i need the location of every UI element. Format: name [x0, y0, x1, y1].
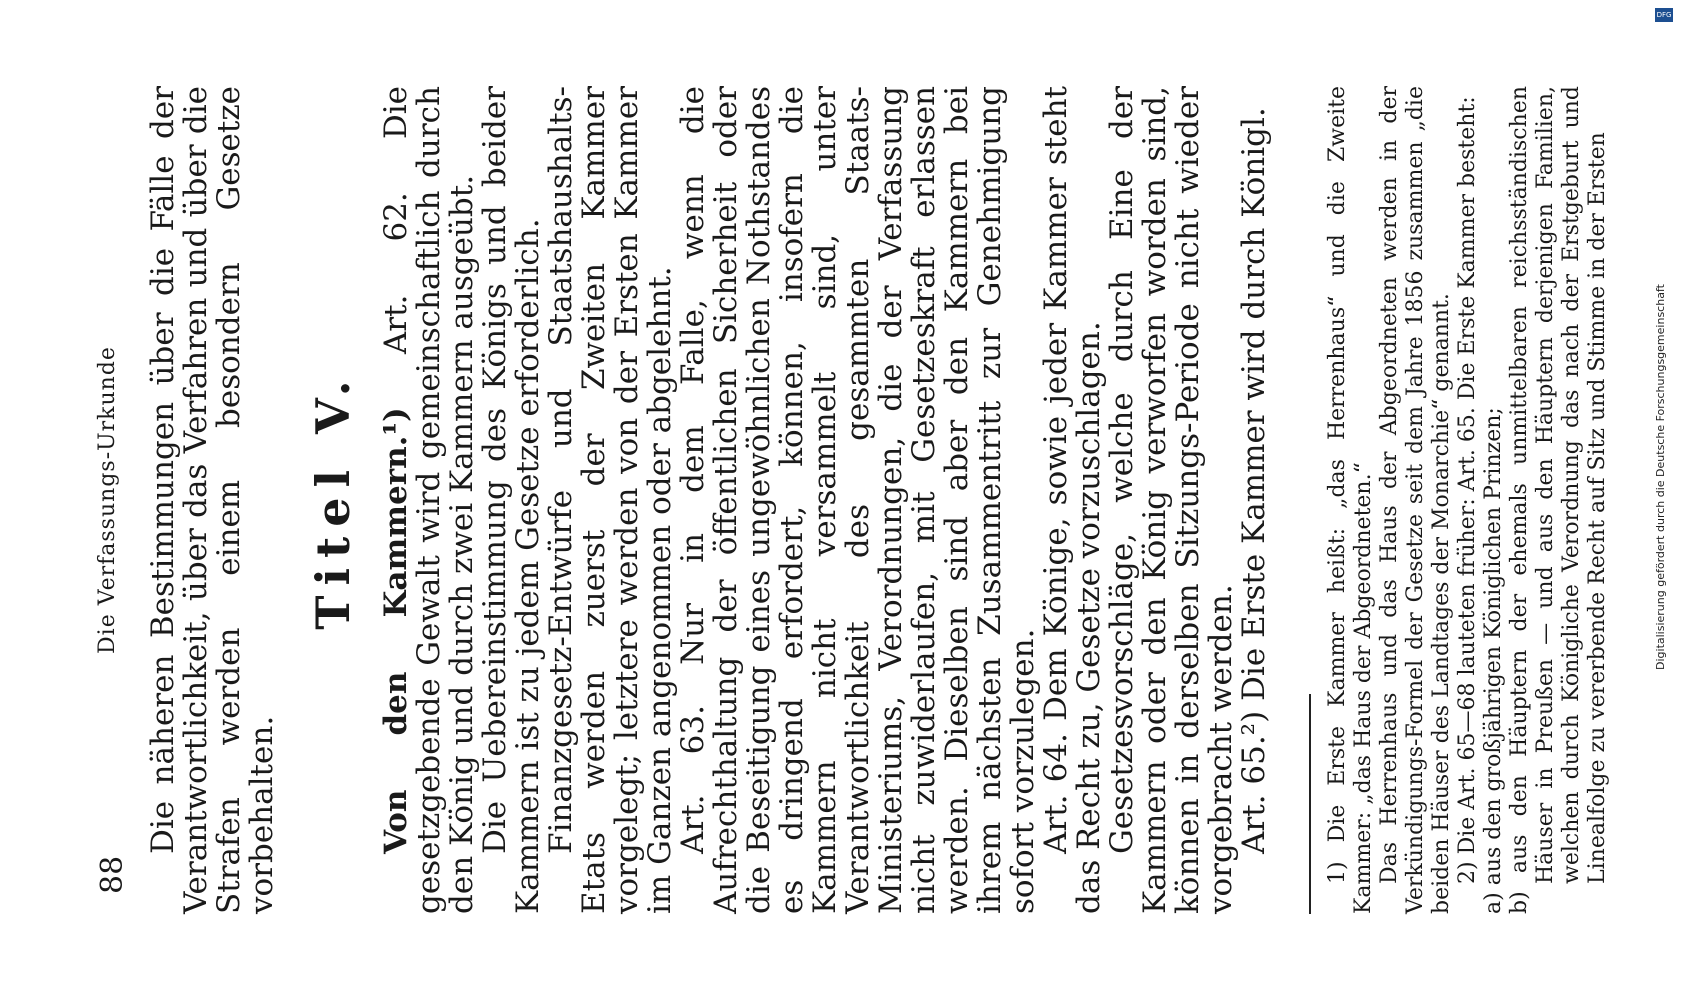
footnote-1-continued: Das Herrenhaus und das Haus der Abgeordneten werden in der Verkündigungs-Formel der Gesetze seit dem Jahre 1856 zusammen „die beiden Häuser des Landtages der Monarchie“ genannt.	[1377, 86, 1454, 914]
footnote-2-item-a: a) aus den großjährigen Königlichen Prinzen;	[1481, 407, 1506, 914]
section-heading: Von den Kammern.¹)	[378, 407, 414, 854]
article-64: Art. 64. Dem Könige, sowie jeder Kammer steht das Recht zu, Gesetze vorzuschlagen.	[1038, 86, 1107, 914]
article-62-text: Art. 62. Die gesetzgebende Gewalt wird gemeinschaftlich durch den König und durch zwei Kammern ausgeübt.	[378, 85, 480, 914]
article-62	[380, 86, 479, 914]
footnote-2-item-b: b) aus den Häuptern der ehemals unmittelbaren reichsständischen Häuser in Preußen — und aus den Häuptern derjenigen Familien, welchen durch Königliche Verordnung das nach der Erstgeburt und Linealfolge zu vererbende Recht auf Sitz und Stimme in der Ersten	[1507, 86, 1610, 914]
article-65: Art. 65.²) Die Erste Kammer wird durch Königl.	[1236, 107, 1272, 854]
article-62-paragraph-3: Finanzgesetz-Entwürfe und Staatshaushalts-Etats werden zuerst der Zweiten Kammer vorgelegt; letztere werden von der Ersten Kammer im Ganzen angenommen oder abgelehnt.	[543, 86, 678, 914]
footnote-2: 2) Die Art. 65—68 lauteten früher: Art. 65. Die Erste Kammer besteht:	[1455, 96, 1480, 884]
running-title: Die Verfassungs-Urkunde	[95, 346, 120, 654]
credit-text: Digitalisierung gefördert durch die Deutsche Forschungsgemeinschaft	[1654, 284, 1667, 670]
footnote-divider	[1309, 694, 1311, 914]
digitization-credit	[1654, 10, 1674, 670]
section-title: Titel V.	[306, 370, 360, 630]
page-number: 88	[95, 855, 130, 894]
running-head	[95, 86, 135, 914]
dfg-logo: DFG	[1655, 8, 1673, 22]
article-63: Art. 63. Nur in dem Falle, wenn die Aufrechthaltung der öffentlichen Sicherheit oder die Beseitigung eines ungewöhnlichen Nothstandes es dringend erfordert, können, insofern die Kammern nicht versammelt sind, unter Verantwortlichkeit des gesammten Staats-Ministeriums, Verordnungen, die der Verfassung nicht zuwiderlaufen, mit Gesetzeskraft erlassen werden. Dieselben sind aber den Kammern bei ihrem nächsten Zusammentritt zur Genehmigung sofort vorzulegen.	[675, 86, 1041, 914]
article-64-paragraph-2: Gesetzesvorschläge, welche durch Eine der Kammern oder den König verworfen worden sind, können in derselben Sitzungs-Periode nicht wieder vorgebracht werden.	[1104, 86, 1239, 914]
article-62-paragraph-2: Die Uebereinstimmung des Königs und beider Kammern ist zu jedem Gesetze erforderlich.	[477, 86, 546, 914]
intro-paragraph: Die näheren Bestimmungen über die Fälle der Verantwortlichkeit, über das Verfahren und über die Strafen werden einem besondern Gesetze vorbehalten.	[145, 86, 280, 914]
body-text	[147, 86, 1271, 914]
footnote-1: 1) Die Erste Kammer heißt: „das Herrenhaus“ und die Zweite Kammer: „das Haus der Abgeordneten.“	[1325, 86, 1376, 914]
footnotes	[1325, 86, 1611, 914]
